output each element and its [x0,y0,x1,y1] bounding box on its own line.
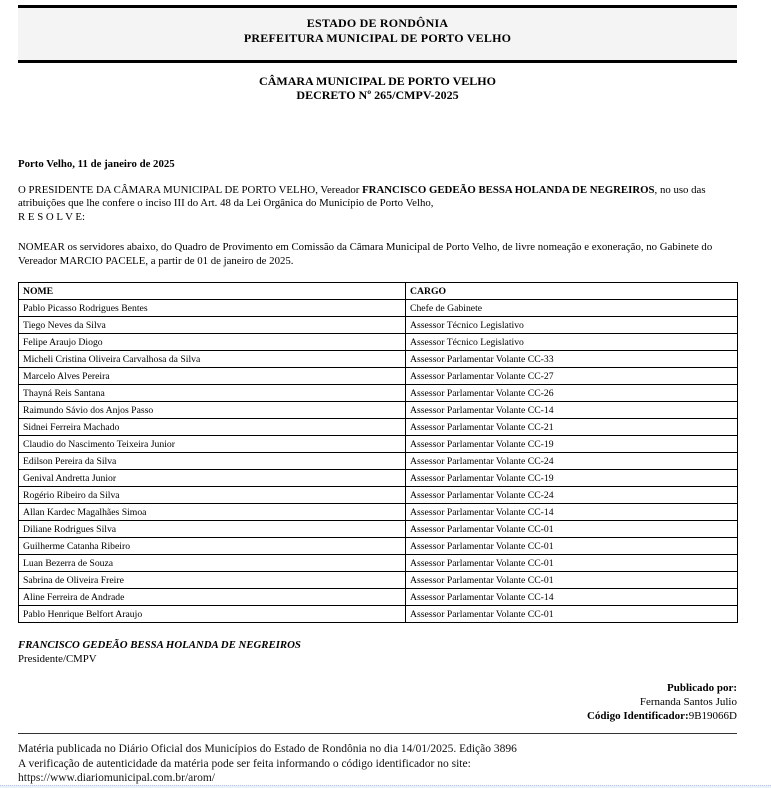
signatory-title: Presidente/CMPV [18,652,97,665]
table-row [19,402,738,419]
table-row [19,487,738,504]
published-by-label: Publicado por: [667,682,737,694]
table-row [19,368,738,385]
cargo-cell: Assessor Parlamentar Volante CC-01 [406,572,738,589]
document-content [18,5,737,786]
cargo-cell: Assessor Parlamentar Volante CC-14 [406,402,738,419]
preamble-paragraph [18,184,737,225]
nome-cell: Aline Ferreira de Andrade [19,589,406,606]
president-name: FRANCISCO GEDEÃO BESSA HOLANDA DE NEGREIROS [362,183,655,196]
table-header-row [19,283,738,300]
cargo-cell: Assessor Parlamentar Volante CC-21 [406,419,738,436]
table-row [19,334,738,351]
nome-cell: Edilson Pereira da Silva [19,453,406,470]
signatory-name: FRANCISCO GEDEÃO BESSA HOLANDA DE NEGREIROS [18,639,301,651]
nome-cell: Luan Bezerra de Souza [19,555,406,572]
cargo-cell: Assessor Parlamentar Volante CC-24 [406,453,738,470]
nome-cell: Sabrina de Oliveira Freire [19,572,406,589]
preamble-text-1: O PRESIDENTE DA CÂMARA MUNICIPAL DE PORTO VELHO, Vereador [18,183,363,196]
nome-cell: Pablo Henrique Belfort Araujo [19,606,406,623]
chamber-name: CÂMARA MUNICIPAL DE PORTO VELHO [259,74,496,88]
site-url-link[interactable]: https://www.diariomunicipal.com.br/arom/ [18,772,215,784]
table-row [19,453,738,470]
table-row [19,419,738,436]
publication-notice-line: Matéria publicada no Diário Oficial dos Municípios do Estado de Rondônia no dia 14/01/2025. Edição 3896 [18,743,517,755]
table-row [19,521,738,538]
nomear-keyword: NOMEAR [18,241,65,253]
cargo-cell: Chefe de Gabinete [406,300,738,317]
cargo-cell: Assessor Parlamentar Volante CC-27 [406,368,738,385]
identifier-code-line [18,709,737,723]
state-header-box [18,5,737,63]
cargo-cell: Assessor Técnico Legislativo [406,334,738,351]
decree-number: DECRETO Nº 265/CMPV-2025 [296,88,459,102]
table-row [19,572,738,589]
resolve-line: R E S O L V E: [18,210,85,223]
table-row [19,351,738,368]
cargo-cell: Assessor Parlamentar Volante CC-01 [406,555,738,572]
cargo-cell: Assessor Técnico Legislativo [406,317,738,334]
date-line: Porto Velho, 11 de janeiro de 2025 [18,158,175,170]
cargo-cell: Assessor Parlamentar Volante CC-19 [406,470,738,487]
gazette-page [0,5,771,788]
nome-cell: Guilherme Catanha Ribeiro [19,538,406,555]
nome-cell: Rogério Ribeiro da Silva [19,487,406,504]
nome-cell: Raimundo Sávio dos Anjos Passo [19,402,406,419]
nome-cell: Genival Andretta Junior [19,470,406,487]
table-row [19,300,738,317]
table-row [19,436,738,453]
nome-cell: Felipe Araujo Diogo [19,334,406,351]
state-name: ESTADO DE RONDÔNIA [306,16,449,30]
nome-cell: Diliane Rodrigues Silva [19,521,406,538]
nome-cell: Claudio do Nascimento Teixeira Junior [19,436,406,453]
nome-cell: Allan Kardec Magalhães Simoa [19,504,406,521]
table-row [19,606,738,623]
cargo-cell: Assessor Parlamentar Volante CC-14 [406,504,738,521]
table-row [19,555,738,572]
cargo-column-header: CARGO [406,283,738,300]
cargo-cell: Assessor Parlamentar Volante CC-01 [406,538,738,555]
verification-notice-line: A verificação de autenticidade da matéria pode ser feita informando o código identificador no site: [18,757,471,770]
document-title [18,74,737,102]
identifier-code-value: 9B19066D [688,710,737,722]
table-row [19,589,738,606]
cargo-cell: Assessor Parlamentar Volante CC-26 [406,385,738,402]
cargo-cell: Assessor Parlamentar Volante CC-01 [406,606,738,623]
cargo-cell: Assessor Parlamentar Volante CC-01 [406,521,738,538]
cargo-cell: Assessor Parlamentar Volante CC-14 [406,589,738,606]
signature-block [18,639,737,666]
publisher-name: Fernanda Santos Julio [639,696,737,708]
cargo-cell: Assessor Parlamentar Volante CC-33 [406,351,738,368]
table-body [19,300,738,623]
table-row [19,538,738,555]
appointment-text-1: os servidores abaixo, do Quadro de Provimento em Comissão da Câmara Municipal de Porto Velho, de livre nomeação e exoneração, no [64,241,660,253]
footer-divider [18,733,737,734]
appointments-table [18,282,738,623]
nome-column-header: NOME [19,283,406,300]
appointment-paragraph [18,241,737,268]
municipality-name: PREFEITURA MUNICIPAL DE PORTO VELHO [243,31,512,45]
cabinet-name: Gabinete do Vereador MARCIO PACELE [18,241,713,267]
table-row [19,504,738,521]
nome-cell: Pablo Picasso Rodrigues Bentes [19,300,406,317]
footer-notice [18,742,737,786]
preamble-text-2: , no uso das atribuições que lhe confere o inciso III do Art. 48 da Lei Orgânica do Município de Porto Velho, [18,183,706,209]
cargo-cell: Assessor Parlamentar Volante CC-19 [406,436,738,453]
cargo-cell: Assessor Parlamentar Volante CC-24 [406,487,738,504]
publication-block [18,681,737,723]
nome-cell: Marcelo Alves Pereira [19,368,406,385]
nome-cell: Sidnei Ferreira Machado [19,419,406,436]
table-row [19,385,738,402]
nome-cell: Tiego Neves da Silva [19,317,406,334]
nome-cell: Micheli Cristina Oliveira Carvalhosa da Silva [19,351,406,368]
nome-cell: Thayná Reis Santana [19,385,406,402]
table-row [19,317,738,334]
appointment-text-2: , a partir de 01 de janeiro de 2025. [145,254,294,267]
table-row [19,470,738,487]
identifier-code-label: Código Identificador: [586,710,689,722]
